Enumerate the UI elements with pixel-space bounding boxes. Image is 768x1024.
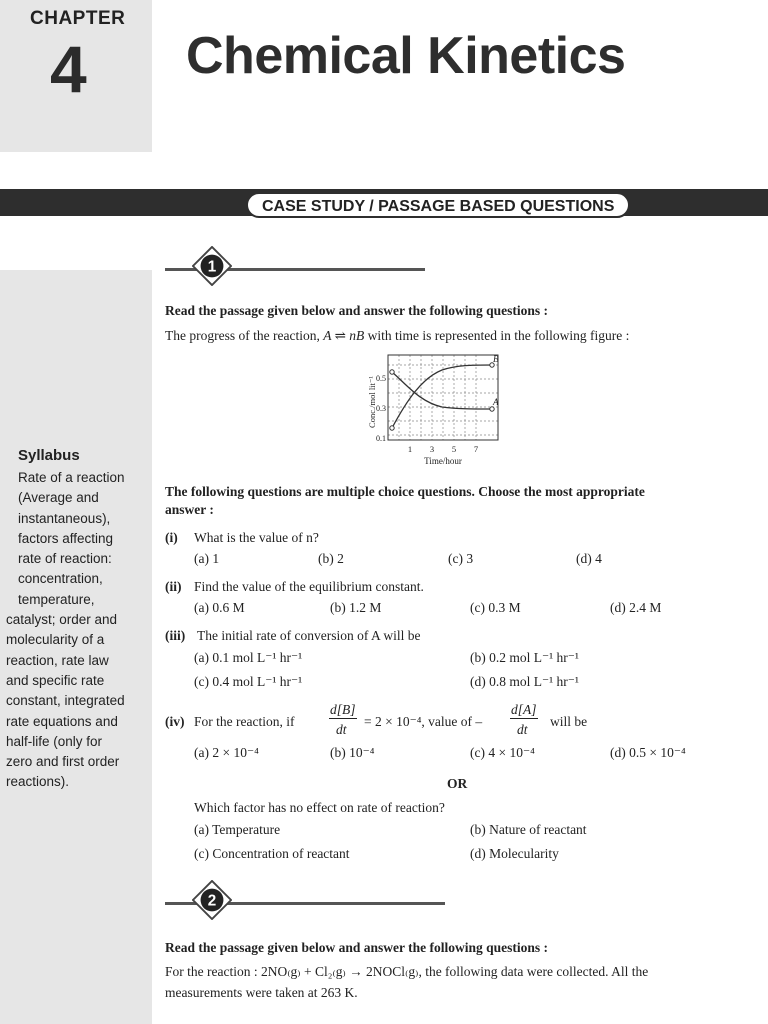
syllabus-line: reactions). (6, 774, 70, 790)
syllabus-line: molecularity of a (6, 632, 105, 648)
q1-instruction: Read the passage given below and answer the following questions : (165, 303, 549, 318)
y-tick: 0.1 (376, 434, 386, 443)
label-b: B (493, 354, 499, 364)
syllabus-line: factors affecting (18, 530, 114, 546)
x-tick: 5 (451, 444, 457, 454)
syllabus-line: zero and first order (6, 754, 120, 770)
fraction-denominator: dt (517, 722, 528, 737)
option: (c) Concentration of reactant (194, 846, 350, 861)
x-axis-label: Time/hour (424, 456, 462, 466)
question-text: What is the value of n? (194, 530, 319, 545)
question-text: Find the value of the equilibrium constant. (194, 579, 424, 594)
section-banner-label: CASE STUDY / PASSAGE BASED QUESTIONS (246, 192, 630, 218)
q1-reaction: A ⇌ nB (323, 328, 365, 343)
syllabus-line: and specific rate (6, 672, 105, 688)
alt-question-text: Which factor has no effect on rate of reaction? (194, 800, 445, 815)
x-tick: 1 (407, 444, 413, 454)
question-text: For the reaction, if (194, 714, 295, 729)
option: (b) 1.2 M (330, 600, 382, 615)
question-marker (192, 246, 232, 286)
q1-passage: The progress of the reaction, A ⇌ nB with time is represented in the following figure : (165, 328, 630, 343)
option: (a) 0.6 M (194, 600, 245, 615)
syllabus-line: reaction, rate law (6, 652, 109, 668)
mcq-heading-cont: answer : (165, 502, 214, 517)
or-label: OR (447, 776, 468, 791)
syllabus-text (6, 468, 146, 793)
x-tick: 3 (429, 444, 435, 454)
syllabus-line: concentration, (18, 571, 103, 587)
question-number: 2 (207, 892, 217, 910)
option: (a) Temperature (194, 822, 281, 837)
q2-passage-line: measurements were taken at 263 K. (165, 985, 358, 1000)
syllabus-line: constant, integrated (6, 693, 125, 709)
fraction-denominator: dt (336, 722, 347, 737)
syllabus-line: (Average and (18, 490, 99, 506)
y-tick: 0.5 (376, 374, 386, 383)
question-num: (ii) (165, 579, 182, 594)
mcq-heading: The following questions are multiple choice questions. Choose the most appropriate (165, 484, 645, 499)
q1-concentration-graph (362, 350, 512, 480)
option: (b) Nature of reactant (470, 822, 587, 837)
syllabus-line: instantaneous), (18, 510, 111, 526)
q2-passage-line: For the reaction : 2NO₍g₎ + Cl₂₍g₎ → 2NOCl₍g₎, the following data were collected. All the (165, 964, 649, 979)
syllabus-line: catalyst; order and (6, 612, 118, 628)
option: (b) 2 (318, 551, 344, 566)
fraction-numerator: d[B] (330, 702, 356, 717)
syllabus-line: temperature, (18, 591, 95, 607)
option: (c) 3 (448, 551, 474, 566)
option: (d) Molecularity (470, 846, 559, 861)
option: (c) 4 × 10⁻⁴ (470, 745, 535, 760)
option: (c) 0.4 mol L⁻¹ hr⁻¹ (194, 674, 303, 689)
x-tick: 7 (473, 444, 479, 454)
label-a: A (493, 397, 499, 407)
option: (b) 0.2 mol L⁻¹ hr⁻¹ (470, 650, 579, 665)
option: (d) 2.4 M (610, 600, 662, 615)
question-num: (i) (165, 530, 178, 545)
option: (a) 1 (194, 551, 220, 566)
option: (d) 4 (576, 551, 602, 566)
fraction-numerator: d[A] (511, 702, 537, 717)
question-text-mid: = 2 × 10⁻⁴, value of – (364, 714, 483, 729)
question-text: The initial rate of conversion of A will be (197, 628, 421, 643)
option: (c) 0.3 M (470, 600, 521, 615)
curve-b (392, 365, 492, 428)
option: (a) 2 × 10⁻⁴ (194, 745, 259, 760)
question-num: (iv) (165, 714, 185, 729)
y-axis-label: Conc./mol lit⁻¹ (367, 376, 377, 428)
q2-instruction: Read the passage given below and answer the following questions : (165, 940, 549, 955)
option: (b) 10⁻⁴ (330, 745, 375, 760)
syllabus-line: Rate of a reaction (18, 470, 125, 485)
syllabus-title: Syllabus (18, 447, 80, 464)
chapter-title: Chemical Kinetics (186, 27, 626, 85)
chapter-label: CHAPTER (30, 8, 126, 29)
question-number: 1 (207, 258, 217, 276)
y-tick: 0.3 (376, 404, 386, 413)
option: (d) 0.5 × 10⁻⁴ (610, 745, 686, 760)
syllabus-line: rate equations and (6, 713, 118, 729)
syllabus-line: rate of reaction: (18, 551, 112, 567)
question-num: (iii) (165, 628, 186, 643)
chapter-number: 4 (50, 32, 87, 106)
syllabus-line: half-life (only for (6, 733, 103, 749)
option: (d) 0.8 mol L⁻¹ hr⁻¹ (470, 674, 579, 689)
option: (a) 0.1 mol L⁻¹ hr⁻¹ (194, 650, 303, 665)
question-marker (192, 880, 232, 920)
question-text-post: will be (550, 714, 588, 729)
